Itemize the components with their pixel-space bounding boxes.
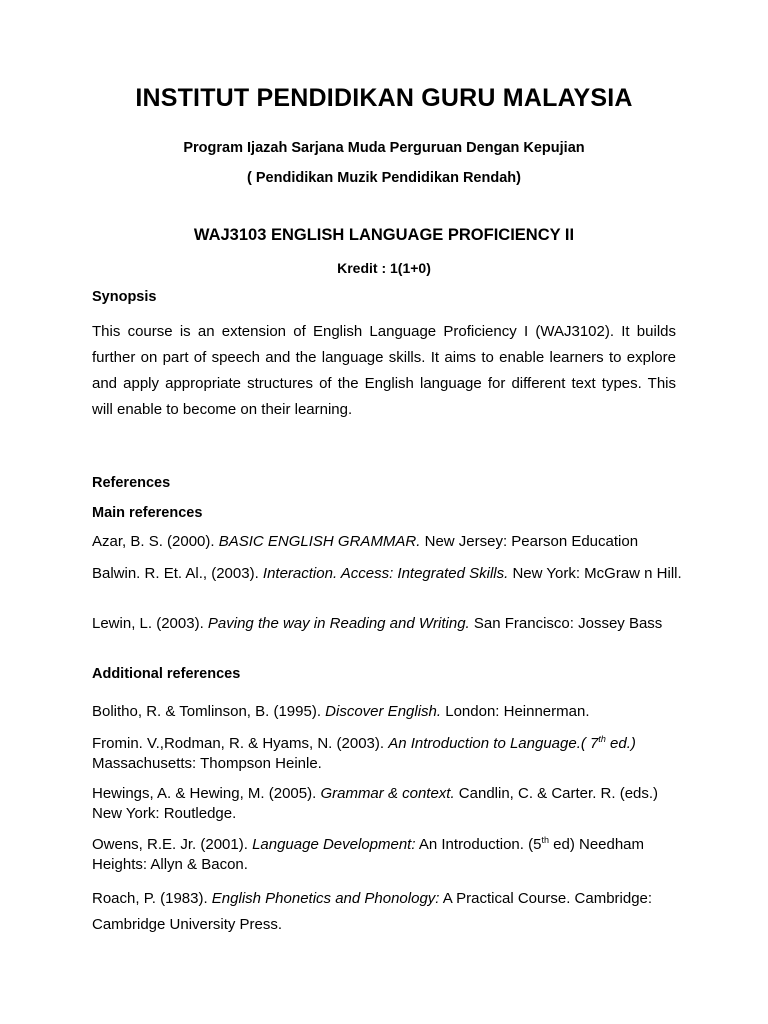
ref-title: BASIC ENGLISH GRAMMAR. [218, 533, 421, 550]
ref-publisher: A Practical Course. Cambridge: Cambridge University Press. [92, 890, 653, 933]
ref-publisher-cont: ed) Needham Heights: Allyn & Bacon. [92, 836, 645, 873]
additional-reference [92, 734, 682, 774]
ref-authors: Lewin, L. (2003). [92, 615, 208, 632]
synopsis-text: This course is an extension of English Language Proficiency I (WAJ3102). It builds further on part of speech and the language skills. It aims to enable learners to explore and apply appropriate structures of the English language for different text types. This will enable to become on their learning. [92, 323, 676, 418]
ref-title: Interaction. Access: Integrated Skills. [262, 565, 509, 582]
main-reference [92, 532, 682, 552]
ref-title: English Phonetics and Phonology: [211, 890, 440, 907]
ref-publisher: New Jersey: Pearson Education [420, 533, 639, 550]
ref-publisher: New York: McGraw n Hill. [508, 565, 682, 582]
ref-title: Paving the way in Reading and Writing. [207, 615, 470, 632]
additional-reference [92, 784, 682, 824]
ref-edition-sup: th [541, 835, 549, 845]
institution-title: INSTITUT PENDIDIKAN GURU MALAYSIA [135, 84, 633, 112]
main-reference [92, 614, 682, 634]
ref-publisher: Candlin, C. & Carter. R. (eds.) New York: Routledge. [92, 785, 659, 822]
ref-authors: Roach, P. (1983). [92, 890, 212, 907]
program-subtitle: ( Pendidikan Muzik Pendidikan Rendah) [247, 170, 521, 186]
ref-title: Discover English. [325, 703, 442, 720]
main-reference [92, 564, 682, 584]
ref-authors: Azar, B. S. (2000). [92, 533, 219, 550]
additional-reference [92, 886, 682, 938]
synopsis-heading: Synopsis [92, 289, 157, 305]
additional-references-heading: Additional references [92, 666, 241, 682]
additional-reference [92, 702, 682, 722]
program-title: Program Ijazah Sarjana Muda Perguruan Dengan Kepujian [183, 140, 585, 156]
main-references-heading: Main references [92, 505, 203, 521]
references-heading: References [92, 475, 171, 491]
ref-publisher: Massachusetts: Thompson Heinle. [92, 755, 322, 772]
ref-authors: Hewings, A. & Hewing, M. (2005). [92, 785, 321, 802]
ref-publisher: An Introduction. (5 [415, 836, 542, 853]
ref-authors: Bolitho, R. & Tomlinson, B. (1995). [92, 703, 326, 720]
ref-authors: Owens, R.E. Jr. (2001). [92, 836, 253, 853]
ref-title-edition: ed.) [605, 735, 636, 752]
ref-title: Grammar & context. [320, 785, 455, 802]
credit-line: Kredit : 1(1+0) [337, 260, 431, 276]
course-title: WAJ3103 ENGLISH LANGUAGE PROFICIENCY II [193, 226, 575, 244]
ref-publisher: San Francisco: Jossey Bass [469, 615, 663, 632]
ref-publisher: London: Heinnerman. [441, 703, 590, 720]
ref-title: An Introduction to Language.( 7 [388, 735, 599, 752]
ref-authors: Balwin. R. Et. Al., (2003). [92, 565, 263, 582]
ref-authors: Fromin. V.,Rodman, R. & Hyams, N. (2003). [92, 735, 389, 752]
ref-edition-sup: th [598, 734, 606, 744]
ref-title: Language Development: [252, 836, 416, 853]
additional-reference [92, 835, 682, 875]
